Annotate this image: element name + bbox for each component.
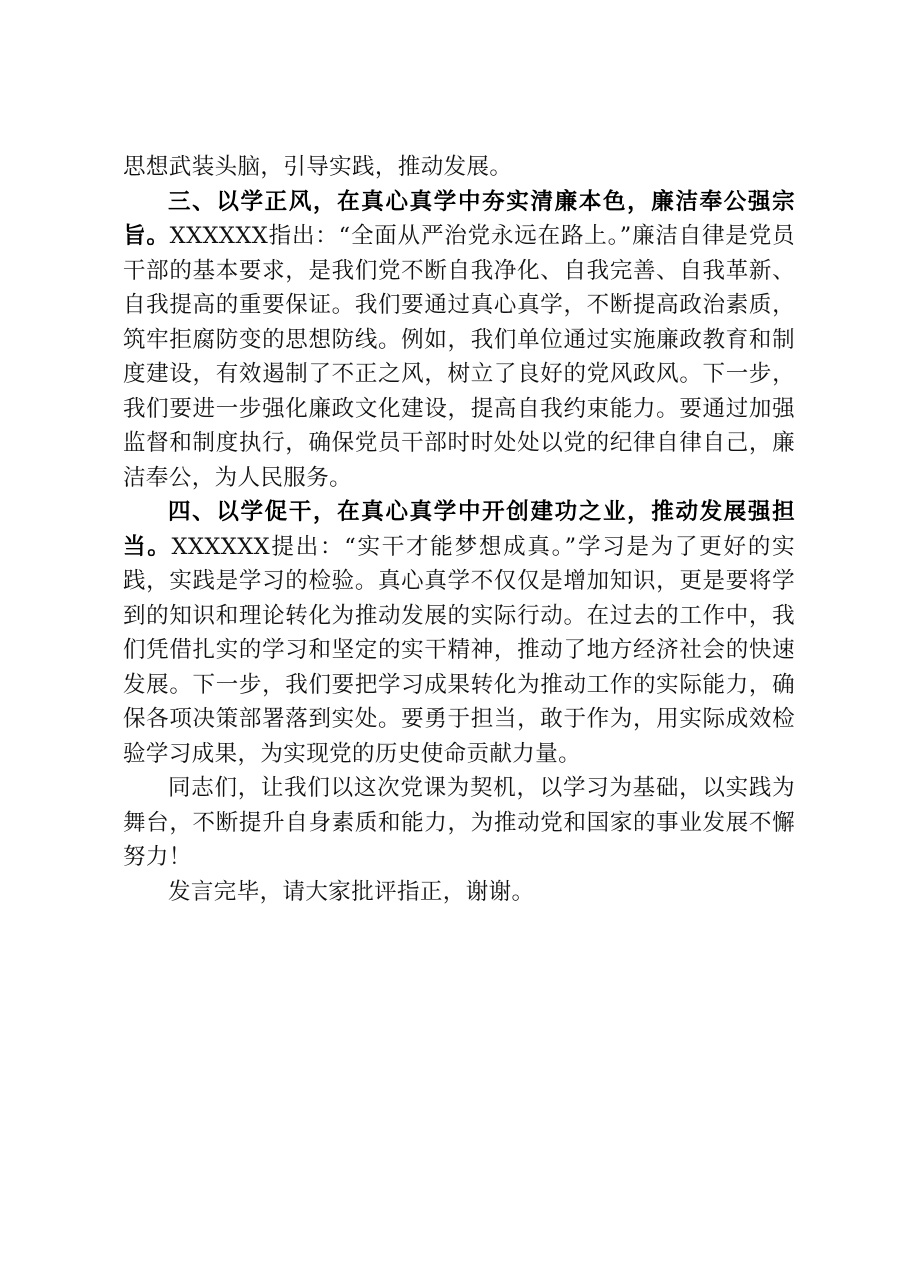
paragraph-text: XXXXXX提出：“实干才能梦想成真。”学习是为了更好的实践，实践是学习的检验。真心真学不仅仅是增加知识，更是要将学到的知识和理论转化为推动发展的实际行动。在过去的工作中，我们凭借扎实的学习和坚定的实干精神，推动了地方经济社会的快速发展。下一步，我们要把学习成果转化为推动工作的实际能力，确保各项决策部署落到实处。要勇于担当，敢于作为，用实际成效检验学习成果，为实现党的历史使命贡献力量。 — [123, 533, 795, 767]
document-body — [123, 150, 795, 909]
paragraph-text: 思想武装头脑，引导实践，推动发展。 — [123, 154, 513, 180]
section-heading: 四、以学促干，在真心真学中开创建功之业，推动发展强担当。 — [123, 499, 795, 560]
section-heading: 三、以学正风，在真心真学中夯实清廉本色，廉洁奉公强宗旨。 — [123, 188, 795, 249]
paragraph-text: XXXXXX指出：“全面从严治党永远在路上。”廉洁自律是党员干部的基本要求，是我们党不断自我净化、自我完善、自我革新、自我提高的重要保证。我们要通过真心真学，不断提高政治素质，筑牢拒腐防变的思想防线。例如，我们单位通过实施廉政教育和制度建设，有效遏制了不正之风，树立了良好的党风政风。下一步，我们要进一步强化廉政文化建设，提高自我约束能力。要通过加强监督和制度执行，确保党员干部时时处处以党的纪律自律自己，廉洁奉公，为人民服务。 — [123, 223, 795, 491]
paragraph-section-four — [123, 495, 795, 771]
paragraph-section-three — [123, 185, 795, 496]
paragraph-text: 同志们，让我们以这次党课为契机，以学习为基础，以实践为舞台，不断提升自身素质和能力，为推动党和国家的事业发展不懈努力！ — [123, 775, 795, 870]
paragraph-closing — [123, 771, 795, 875]
paragraph-final — [123, 875, 795, 910]
paragraph-continuation — [123, 150, 795, 185]
paragraph-text: 发言完毕，请大家批评指正，谢谢。 — [168, 878, 535, 905]
